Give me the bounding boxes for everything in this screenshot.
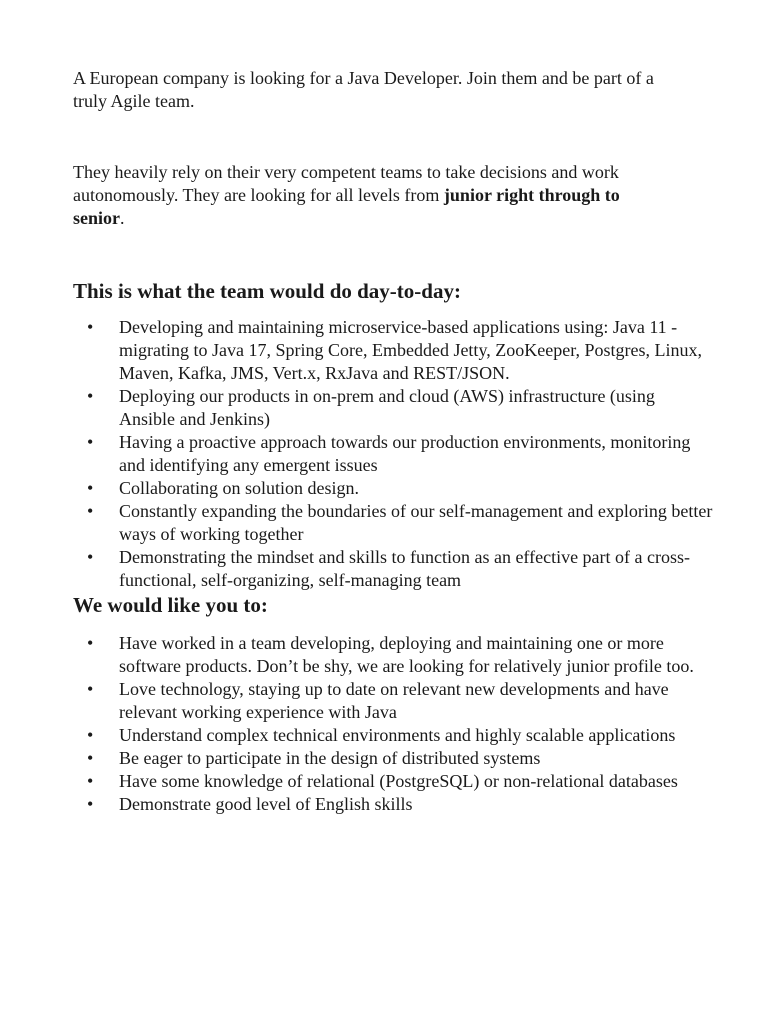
list-item-text: Understand complex technical environments and highly scalable applications — [119, 725, 676, 745]
bullet-icon: • — [87, 432, 94, 452]
bullet-icon: • — [87, 317, 94, 337]
list-item — [73, 500, 713, 546]
list-item — [73, 747, 713, 770]
list-item-text: Having a proactive approach towards our production environments, monitoring and identifying any emergent issues — [119, 432, 691, 475]
autonomy-text-end: . — [120, 208, 125, 228]
list-item — [73, 477, 713, 500]
bullet-icon: • — [87, 771, 94, 791]
list-item-text: Constantly expanding the boundaries of our self-management and exploring better ways of working together — [119, 501, 713, 544]
list-item-text: Developing and maintaining microservice-based applications using: Java 11 - migrating to Java 17, Spring Core, Embedded Jetty, ZooKeeper, Postgres, Linux, Maven, Kafka, JMS, Vert.x, RxJava and REST/JSON. — [119, 317, 703, 383]
bullet-icon: • — [87, 725, 94, 745]
list-item-text: Be eager to participate in the design of distributed systems — [119, 748, 541, 768]
list-item-text: Deploying our products in on-prem and cloud (AWS) infrastructure (using Ansible and Jenkins) — [119, 386, 655, 429]
bullet-icon: • — [87, 501, 94, 521]
list-item — [73, 316, 713, 385]
day-to-day-list — [73, 316, 713, 592]
day-to-day-heading: This is what the team would do day-to-day: — [73, 279, 461, 303]
bullet-icon: • — [87, 386, 94, 406]
bullet-icon: • — [87, 633, 94, 653]
bullet-icon: • — [87, 748, 94, 768]
bullet-icon: • — [87, 679, 94, 699]
autonomy-text: They heavily rely on their very competent teams to take decisions and work autonomously. They are looking for all levels from — [73, 162, 619, 205]
list-item — [73, 793, 713, 816]
list-item-text: Love technology, staying up to date on relevant new developments and have relevant working experience with Java — [119, 679, 669, 722]
list-item — [73, 770, 713, 793]
list-item — [73, 632, 713, 678]
requirements-heading: We would like you to: — [73, 593, 268, 617]
list-item-text: Demonstrate good level of English skills — [119, 794, 413, 814]
list-item — [73, 678, 713, 724]
intro-text: A European company is looking for a Java Developer. Join them and be part of a truly Agile team. — [73, 68, 654, 111]
autonomy-paragraph — [73, 161, 673, 230]
list-item — [73, 385, 713, 431]
intro-paragraph — [73, 67, 673, 113]
list-item — [73, 546, 713, 592]
list-item-text: Have worked in a team developing, deploying and maintaining one or more software products. Don’t be shy, we are looking for relatively junior profile too. — [119, 633, 694, 676]
bullet-icon: • — [87, 794, 94, 814]
bullet-icon: • — [87, 547, 94, 567]
list-item — [73, 431, 713, 477]
list-item-text: Collaborating on solution design. — [119, 478, 359, 498]
list-item-text: Demonstrating the mindset and skills to function as an effective part of a cross-functional, self-organizing, self-managing team — [119, 547, 691, 590]
list-item — [73, 724, 713, 747]
list-item-text: Have some knowledge of relational (PostgreSQL) or non-relational databases — [119, 771, 678, 791]
levels-emphasis: junior right through to senior — [73, 185, 620, 228]
bullet-icon: • — [87, 478, 94, 498]
requirements-list — [73, 632, 713, 816]
